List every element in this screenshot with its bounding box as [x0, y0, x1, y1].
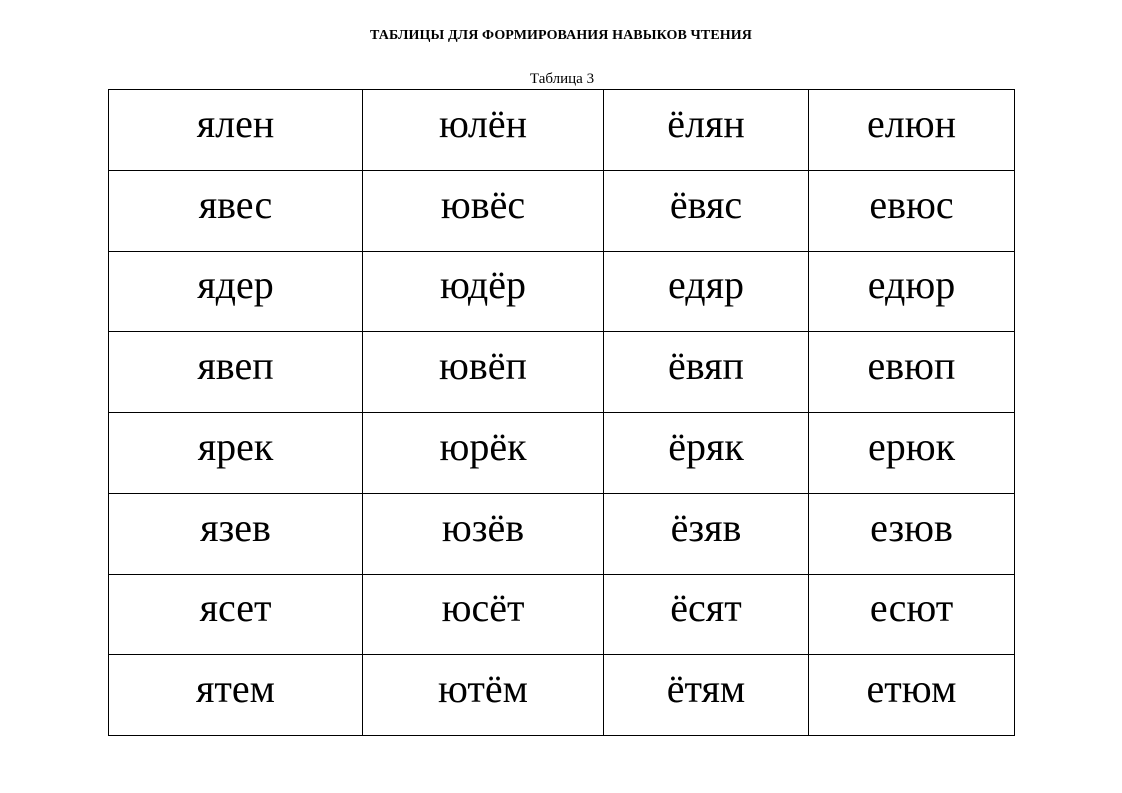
table-cell — [363, 332, 604, 413]
syllable-word: явес — [198, 181, 273, 227]
syllable-word: юсёт — [441, 585, 525, 631]
table-cell — [363, 170, 604, 251]
table-cell — [604, 251, 809, 332]
table-row — [109, 332, 1015, 413]
table-row — [109, 574, 1015, 655]
table-cell — [604, 574, 809, 655]
table-cell — [604, 90, 809, 171]
table-cell — [363, 251, 604, 332]
table-cell — [109, 574, 363, 655]
table-cell — [809, 251, 1015, 332]
table-cell — [109, 655, 363, 736]
table-cell — [109, 493, 363, 574]
syllable-word: есют — [869, 585, 954, 631]
syllable-word: евюс — [869, 181, 954, 227]
syllable-word: едюр — [867, 262, 956, 308]
table-row — [109, 170, 1015, 251]
table-cell — [363, 574, 604, 655]
table-row — [109, 413, 1015, 494]
table-cell — [809, 655, 1015, 736]
table-cell — [363, 90, 604, 171]
table-cell — [604, 332, 809, 413]
syllable-word: ёзяв — [670, 504, 742, 550]
syllable-word: ёряк — [668, 423, 744, 469]
table-row — [109, 655, 1015, 736]
syllable-word: ерюк — [867, 423, 956, 469]
document-title: ТАБЛИЦЫ ДЛЯ ФОРМИРОВАНИЯ НАВЫКОВ ЧТЕНИЯ — [370, 28, 752, 43]
table-cell — [109, 90, 363, 171]
table-cell — [809, 493, 1015, 574]
table-cell — [809, 90, 1015, 171]
syllable-word: ётям — [666, 666, 746, 712]
syllable-word: етюм — [866, 666, 957, 712]
syllable-word: ёлян — [667, 100, 745, 146]
syllable-word: юлён — [438, 100, 527, 146]
syllable-word: ювёс — [440, 181, 526, 227]
syllable-word: юрёк — [439, 423, 527, 469]
table-cell — [109, 251, 363, 332]
table-cell — [604, 170, 809, 251]
table-cell — [809, 332, 1015, 413]
table-cell — [809, 413, 1015, 494]
syllable-word: езюв — [870, 504, 953, 550]
syllable-word: язев — [200, 504, 271, 550]
syllable-word: ялен — [196, 100, 275, 146]
reading-table — [108, 89, 1015, 736]
table-cell — [604, 493, 809, 574]
syllable-word: ятем — [196, 666, 275, 712]
table-row — [109, 493, 1015, 574]
syllable-word: евюп — [867, 343, 956, 389]
table-cell — [363, 493, 604, 574]
syllable-word: ясет — [199, 585, 272, 631]
syllable-word: юдёр — [440, 262, 526, 308]
table-caption: Таблица 3 — [529, 71, 595, 87]
syllable-word: юзёв — [441, 504, 525, 550]
syllable-word: ёвяп — [668, 343, 744, 389]
table-cell — [109, 332, 363, 413]
syllable-word: явеп — [197, 343, 274, 389]
syllable-word: ядер — [197, 262, 274, 308]
syllable-word: едяр — [668, 262, 744, 308]
syllable-word: елюн — [866, 100, 956, 146]
table-cell — [109, 413, 363, 494]
syllable-word: ютём — [438, 666, 528, 712]
table-cell — [363, 413, 604, 494]
table-row — [109, 251, 1015, 332]
table-cell — [363, 655, 604, 736]
table-row — [109, 90, 1015, 171]
table-cell — [809, 170, 1015, 251]
table-cell — [109, 170, 363, 251]
syllable-word: ярек — [197, 423, 274, 469]
table-cell — [809, 574, 1015, 655]
table-cell — [604, 655, 809, 736]
syllable-word: ювёп — [439, 343, 527, 389]
syllable-word: ёсят — [670, 585, 742, 631]
syllable-word: ёвяс — [669, 181, 743, 227]
table-cell — [604, 413, 809, 494]
